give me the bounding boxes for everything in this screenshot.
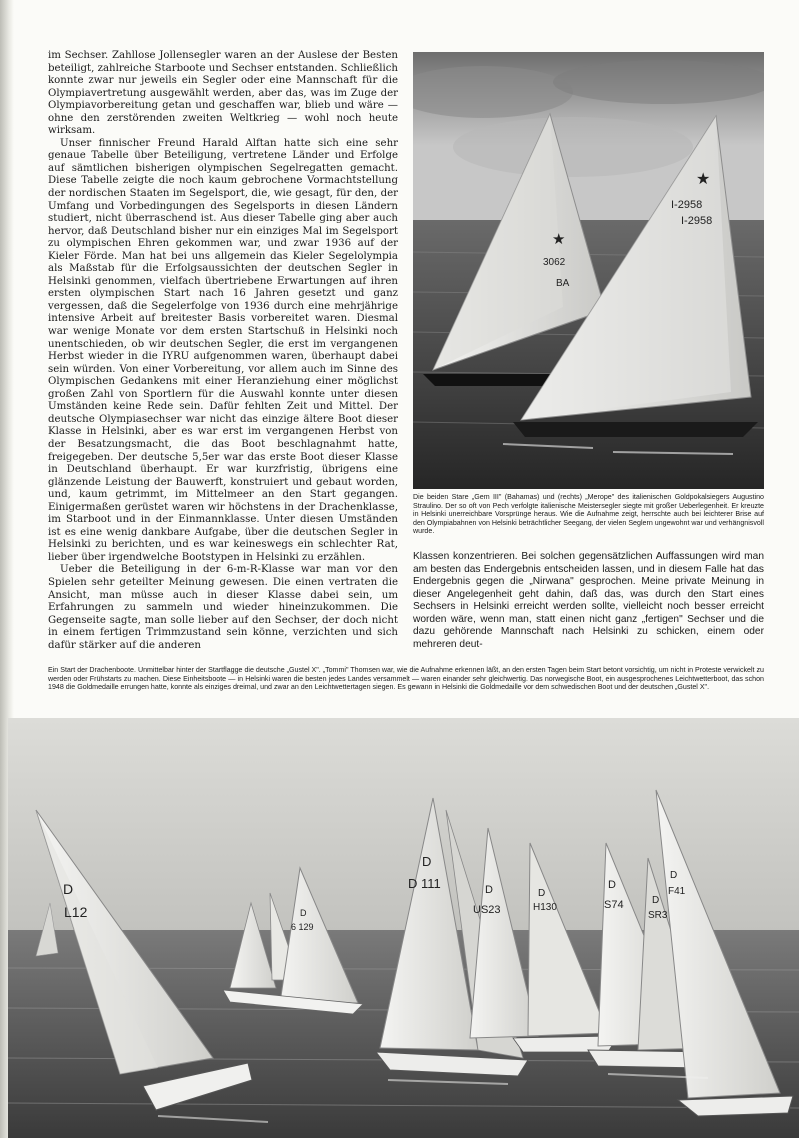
sail-letter: D [63, 881, 74, 897]
sail-number: S74 [604, 899, 624, 911]
star-boats-caption: Die beiden Stare „Gem III" (Bahamas) und (rechts) „Merope" des italienischen Goldpokalsiegers Augustino Straulino. Der so oft von Pech verfolgte italienische Meistersegler siegte mit großer Ueberlegenheit. Er kreuzte in Helsinki unerreichbare Vorsprünge heraus. Wie die Aufnahme zeigt, herrschte auch bei leichterer Brise auf den Olympiabahnen von Helsinki beträchtlicher Seegang, der vielen Seglern ungewohnt war und verhängnisvoll wurde. [413, 493, 764, 536]
sail-number: 6 129 [291, 922, 314, 932]
sail-number: US23 [473, 904, 501, 916]
sail-number-right-mirror: I-2958 [681, 215, 713, 227]
sail-number: D 111 [408, 876, 441, 891]
sail-star-icon: ★ [552, 230, 566, 248]
sail-letter: D [670, 870, 678, 881]
sail-number: H130 [533, 902, 557, 913]
sail-letter: D [422, 854, 432, 869]
dragon-start-caption: Ein Start der Drachenboote. Unmittelbar hinter der Startflagge die deutsche „Gustel X". „Tommi" Thomsen war, wie die Aufnahme erkennen läßt, an den ersten Tagen beim Start betont vorsichtig, um nicht in Proteste verwickelt zu werden oder Frühstarts zu machen. Diese Einheitsboote — in Helsinki waren die besten jedes Landes versammelt — waren einander sehr gleichwertig. Das norwegische Boot, ein ausgesprochenes Leichtwetterboot, das schon 1948 die Goldmedaille errungen hatte, konnte als einziges dreimal, und zwar an den Leichtwettertagen siegen. Es gewann in Helsinki die Goldmedaille vor dem schwedischen Boot und der deutschen „Gustel X". [48, 666, 764, 692]
sail-letter: D [652, 895, 660, 906]
dragon-boats-photo [8, 718, 799, 1138]
star-boats-photo [413, 52, 764, 489]
article-paragraph: im Sechser. Zahllose Jollensegler waren an der Auslese der Besten beteiligt, zahlreiche Starboote und Sechser entstanden. Schließlich konnte zwar nur jeweils ein Segler oder eine Mannschaft für die Olympiavertretung ausgewählt werden, aber das, was im Zuge der Olympiavorbereitung getan und geschaffen war, blieb und wäre — ohne den zerstörenden zweiten Weltkrieg — wohl noch heute wirksam. [48, 50, 398, 137]
sail-number: L12 [64, 904, 88, 920]
sail-number: F41 [668, 886, 686, 897]
sail-letter: D [485, 884, 493, 896]
article-paragraph: Ueber die Beteiligung in der 6-m-R-Klasse war man vor den Spielen sehr geteilter Meinung gewesen. Die einen vertraten die Ansicht, man müsse auch in dieser Klasse dabei sein, um Erfahrungen zu sammeln und wieder hineinzukommen. Die Gegenseite sagte, man solle lieber auf den Sechser, der doch nicht in einem fertigen Trimmzustand sein könne, verzichten und sich dafür stärker auf die anderen [48, 564, 398, 651]
sail-letter: D [300, 908, 307, 918]
sail-code-left: BA [556, 278, 570, 289]
sail-number-left: 3062 [543, 257, 566, 268]
sail-letter: D [608, 879, 616, 891]
sail-letter: D [538, 888, 546, 899]
sail-number: SR3 [648, 910, 668, 921]
article-right-column: Klassen konzentrieren. Bei solchen gegensätzlichen Auffassungen wird man am besten das Endergebnis entscheiden lassen, und in diesem Falle hat das Endergebnis gegen die „Nirwana" gesprochen. Meine private Meinung in dieser Angelegenheit geht dahin, daß das, was durch den Start eines Sechsers in Helsinki erreicht werden sollte, vielleicht noch besser erreicht worden wäre, wenn man, statt einen nicht ganz „fertigen" Sechser und die dazu gehörende Mannschaft nach Helsinki zu schicken, einem oder mehreren deut- [413, 551, 764, 650]
sail-number-right: I-2958 [671, 199, 703, 211]
sail-star-icon: ★ [696, 169, 711, 188]
article-left-column [48, 50, 398, 662]
article-paragraph: Unser finnischer Freund Harald Alftan hatte sich eine sehr genaue Tabelle über Beteiligung, vertretene Länder und Erfolge auf sämtlichen bisherigen olympischen Segelregatten gemacht. Diese Tabelle zeigte die noch kaum gebrochene Vormachtstellung der nordischen Staaten im Segelsport, die, wie gesagt, für den, der Umfang und Vorbedingungen des Segelsports in diesen Ländern studiert, nicht überraschend ist. Aus dieser Tabelle ging aber auch hervor, daß Deutschland bisher nur ein einziges Mal im Segelsport zu olympischen Ehren gekommen war, und zwar 1936 auf der Kieler Förde. Man hat bei uns allgemein das Kieler Segelolympia als Maßstab für die Erfolgsaussichten der deutschen Segler in Helsinki genommen, vielfach übertriebene Erwartungen auf ihren ersten olympischen Start nach 16 Jahren gesetzt und ganz vergessen, daß die Segelerfolge von 1936 durch eine mehrjährige intensive Arbeit auf breitester Basis vorbereitet waren. Diesmal war wenige Monate vor dem ersten Startschuß in Helsinki noch unentschieden, ob wir deutschen Segler, die erst im vergangenen Herbst wieder in die IYRU aufgenommen waren, überhaupt dabei sein würden. Von einer Vorbereitung, vor allem auch im Sinne des Olympischen Gedankens mit einer Heranziehung einer möglichst großen Zahl von Sportlern für die Auswahl konnte unter diesen Umständen keine Rede sein. Dafür fehlten Zeit und Mittel. Der deutsche Olympiasechser war nicht das einzige ältere Boot dieser Klasse in Helsinki, aber es war erst im vergangenen Herbst von der Besatzungsmacht, die das Boot beschlagnahmt hatte, freigegeben. Der deutsche 5,5er war das erste Boot dieser Klasse in Deutschland überhaupt. Er war kurzfristig, übrigens eine glänzende Leistung der Bauwerft, konstruiert und gebaut worden, und, kaum getrimmt, im Mittelmeer an den Start gegangen. Einigermaßen gerüstet waren wir höchstens in der Drachenklasse, im Starboot und in der Einmannklasse. Unter diesen Umständen ist es eine wenig dankbare Aufgabe, über die deutschen Segler in Helsinki zu berichten, und es war keineswegs ein schlechter Rat, lieber über irgendwelche Bootstypen in Helsinki zu erzählen. [48, 137, 398, 563]
